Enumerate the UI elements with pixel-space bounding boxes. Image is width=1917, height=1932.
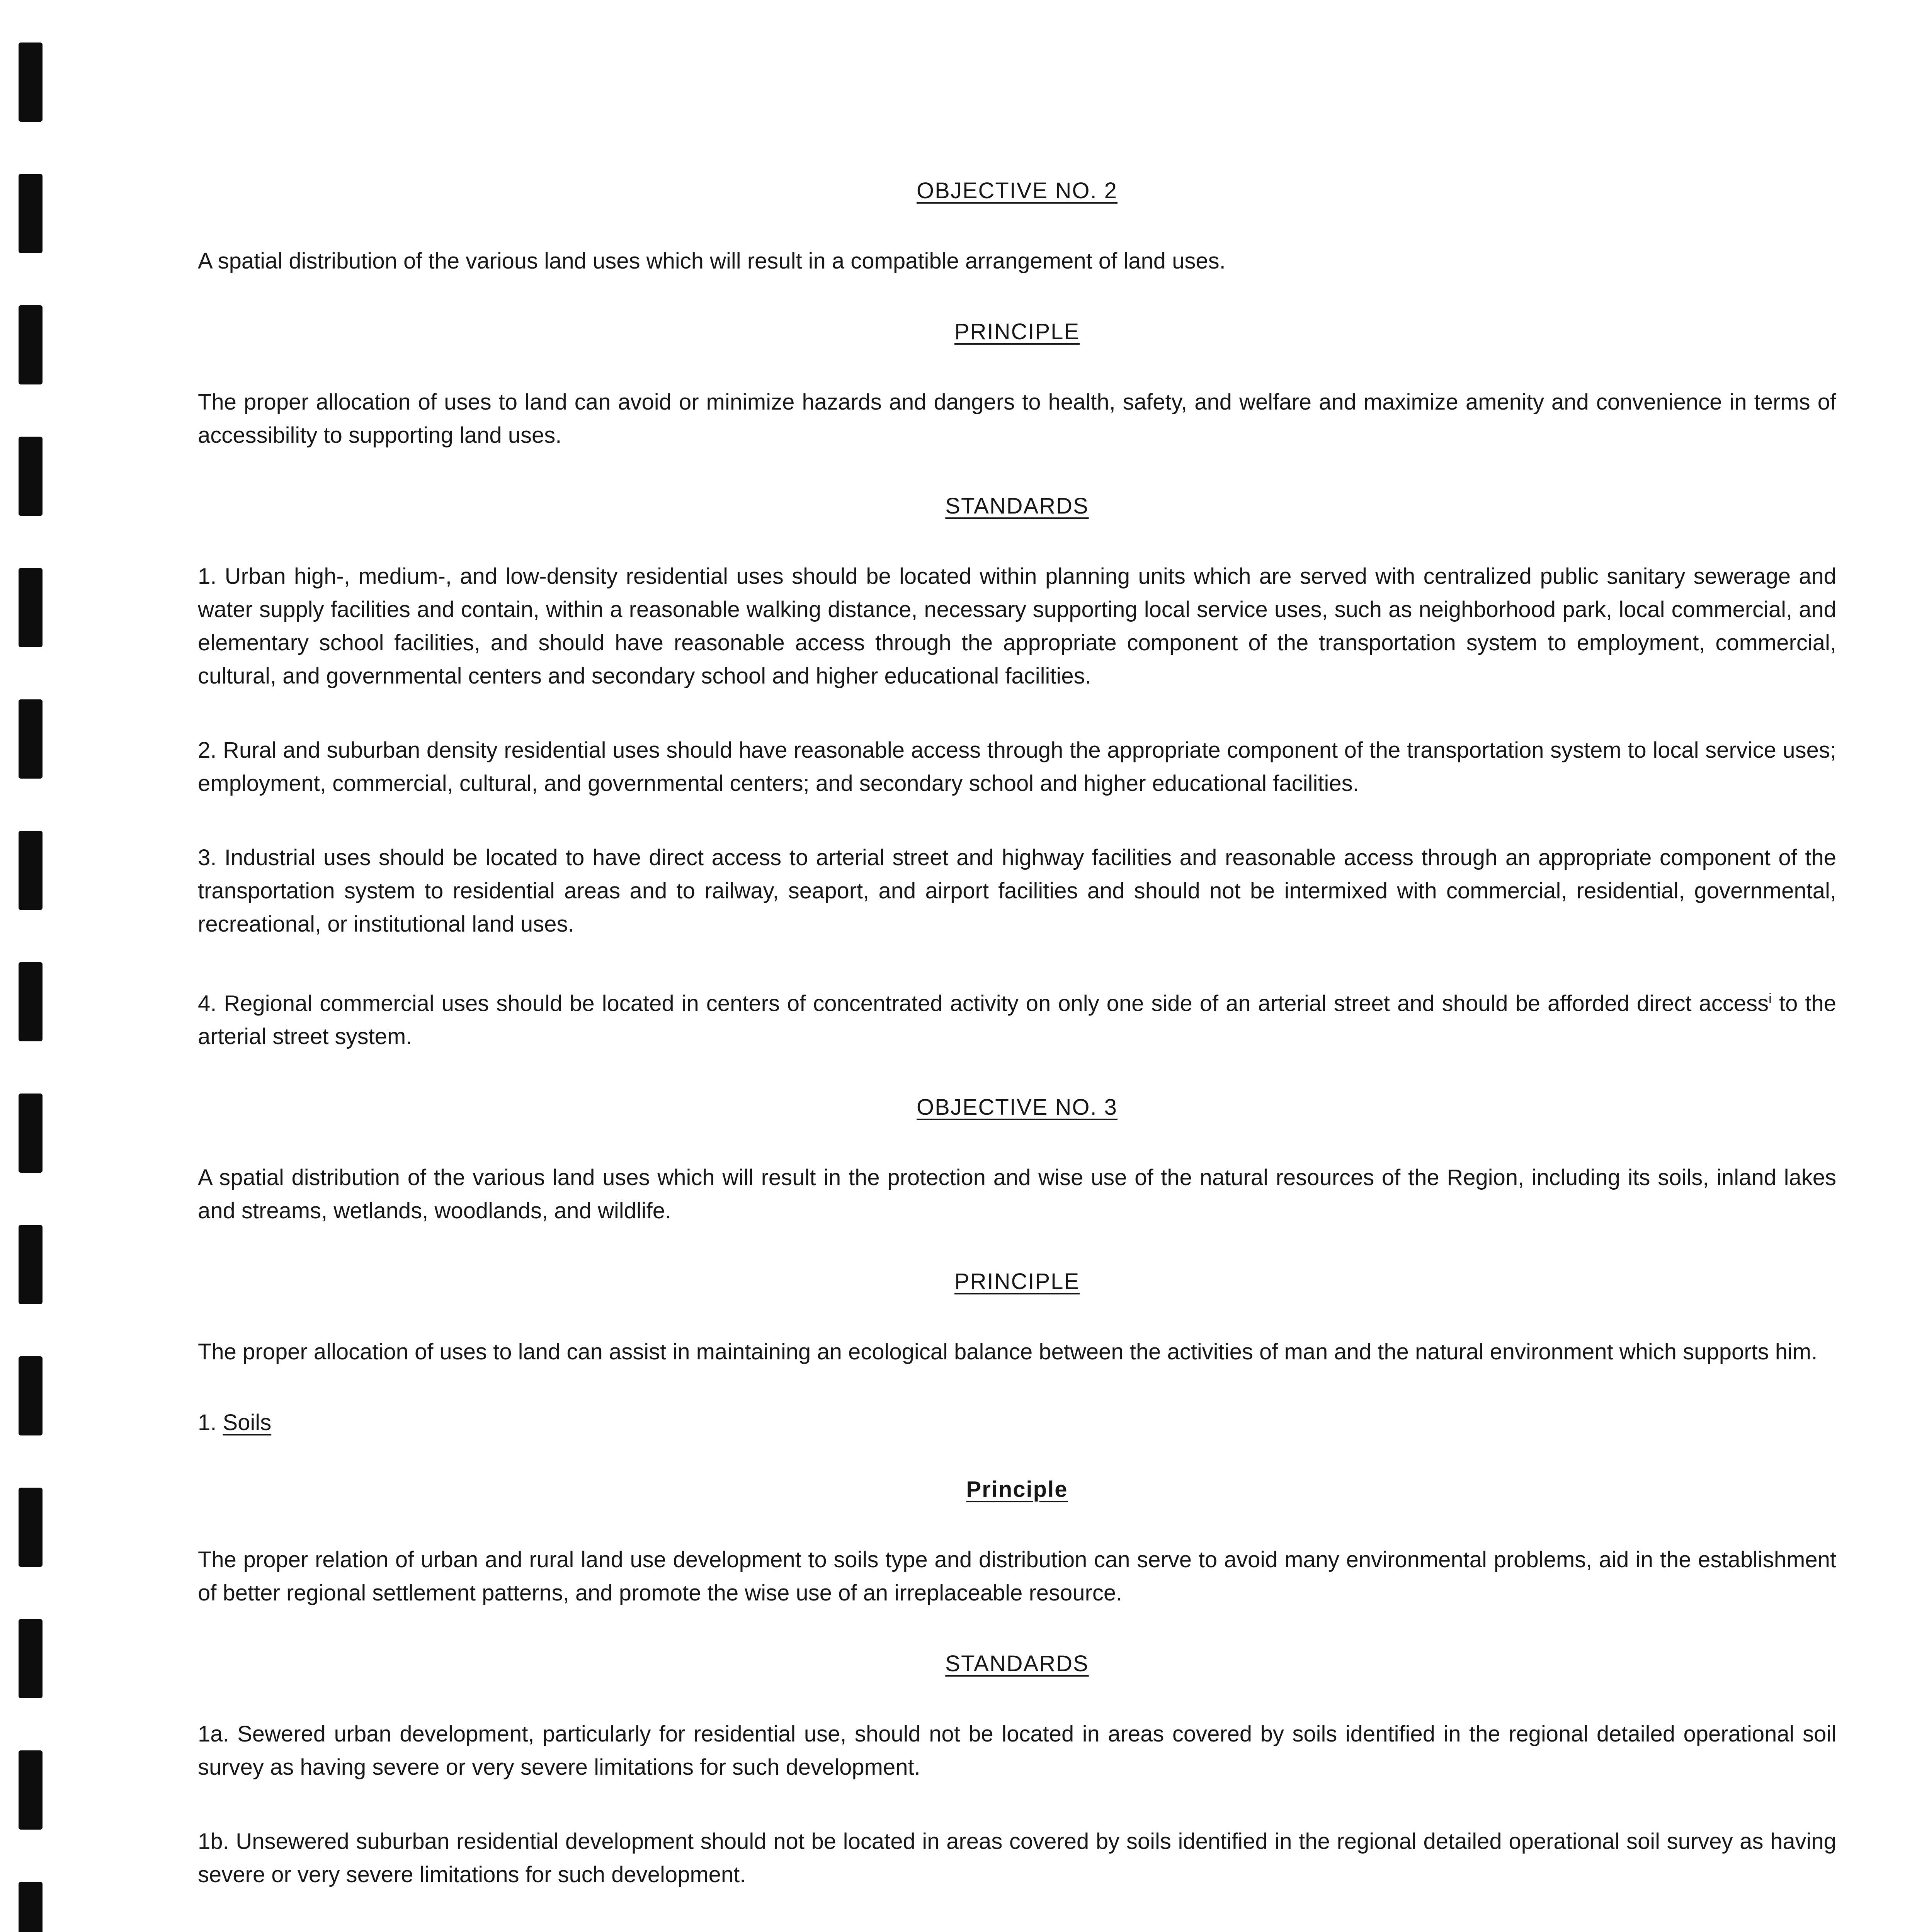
standard-item: 1. Urban high-, medium-, and low-density residential uses should be located within planning units which are served with centralized public sanitary sewerage and water supply facilities and contain, within a reasonable walking distance, necessary supporting local service uses, such as neighborhood park, local commercial, and elementary school facilities, and should have reasonable access through the appropriate component of the transportation system to employment, commercial, cultural, and governmental centers and secondary school and higher educational facilities. (198, 564, 1836, 689)
soils-principle-text: The proper relation of urban and rural land use development to soils type and distribution can serve to avoid many environmental problems, aid in the establishment of better regional settlement patterns, and promote the wise use of an irreplaceable resource. (198, 1547, 1836, 1606)
page-content (198, 178, 1836, 1932)
soils-standards-heading: STANDARDS (945, 1651, 1089, 1677)
binding-hole (19, 437, 43, 516)
binding-hole (19, 174, 43, 253)
objective-3-text: A spatial distribution of the various land uses which will result in the protection and wise use of the natural resources of the Region, including its soils, inland lakes and streams, wetlands, woodlands, and wildlife. (198, 1165, 1836, 1224)
soil-standard-item: 1a. Sewered urban development, particularly for residential use, should not be located in areas covered by soils identified in the regional detailed operational soil survey as having severe or very severe limitations for such development. (198, 1721, 1836, 1780)
objective-2-principle-text: The proper allocation of uses to land can avoid or minimize hazards and dangers to health, safety, and welfare and maximize amenity and convenience in terms of accessibility to supporting land uses. (198, 389, 1836, 448)
standard-item (198, 982, 1836, 1053)
objective-3-heading: OBJECTIVE NO. 3 (917, 1095, 1118, 1120)
soils-title: Soils (223, 1410, 272, 1435)
objective-3-principle-text: The proper allocation of uses to land can assist in maintaining an ecological balance between the activities of man and the natural environment which supports him. (198, 1339, 1818, 1365)
binding-hole (19, 568, 43, 647)
soil-standard-item: 1b. Unsewered suburban residential development should not be located in areas covered by soils identified in the regional detailed operational soil survey as having severe or very severe limitations for such development. (198, 1829, 1836, 1888)
binding-hole (19, 305, 43, 384)
binding-hole (19, 1094, 43, 1173)
standard-4-tail: to the arterial street system. (198, 991, 1836, 1049)
binding-hole (19, 962, 43, 1041)
objective-2-heading: OBJECTIVE NO. 2 (917, 178, 1118, 203)
standard-item: 3. Industrial uses should be located to have direct access to arterial street and highway facilities and reasonable access through an appropriate component of the transportation system to residential areas and to railway, seaport, and airport facilities and should not be intermixed with commercial, residential, governmental, recreational, or institutional land uses. (198, 845, 1836, 937)
binding-hole (19, 831, 43, 910)
objective-2-principle-heading: PRINCIPLE (954, 319, 1080, 344)
footnote-marker: i (1769, 990, 1772, 1006)
soils-subsection-title (198, 1410, 1836, 1435)
objective-3-principle-heading: PRINCIPLE (954, 1269, 1080, 1294)
soils-principle-heading: Principle (966, 1477, 1068, 1502)
standard-4-text: 4. Regional commercial uses should be located in centers of concentrated activity on only one side of an arterial street and should be afforded direct access (198, 991, 1769, 1016)
objective-2-standards-heading: STANDARDS (945, 493, 1089, 519)
soils-number: 1. (198, 1410, 217, 1435)
binding-hole (19, 1488, 43, 1567)
objective-2-text: A spatial distribution of the various land uses which will result in a compatible arrangement of land uses. (198, 248, 1226, 274)
binding-hole (19, 699, 43, 779)
binding-hole (19, 1619, 43, 1698)
binding-hole (19, 43, 43, 122)
binding-hole (19, 1356, 43, 1435)
binding-hole (19, 1750, 43, 1830)
binding-hole (19, 1882, 43, 1932)
binding-holes (0, 0, 54, 1932)
binding-hole (19, 1225, 43, 1304)
standard-item: 2. Rural and suburban density residential uses should have reasonable access through the appropriate component of the transportation system to local service uses; employment, commercial, cultural, and governmental centers; and secondary school and higher educational facilities. (198, 738, 1836, 796)
